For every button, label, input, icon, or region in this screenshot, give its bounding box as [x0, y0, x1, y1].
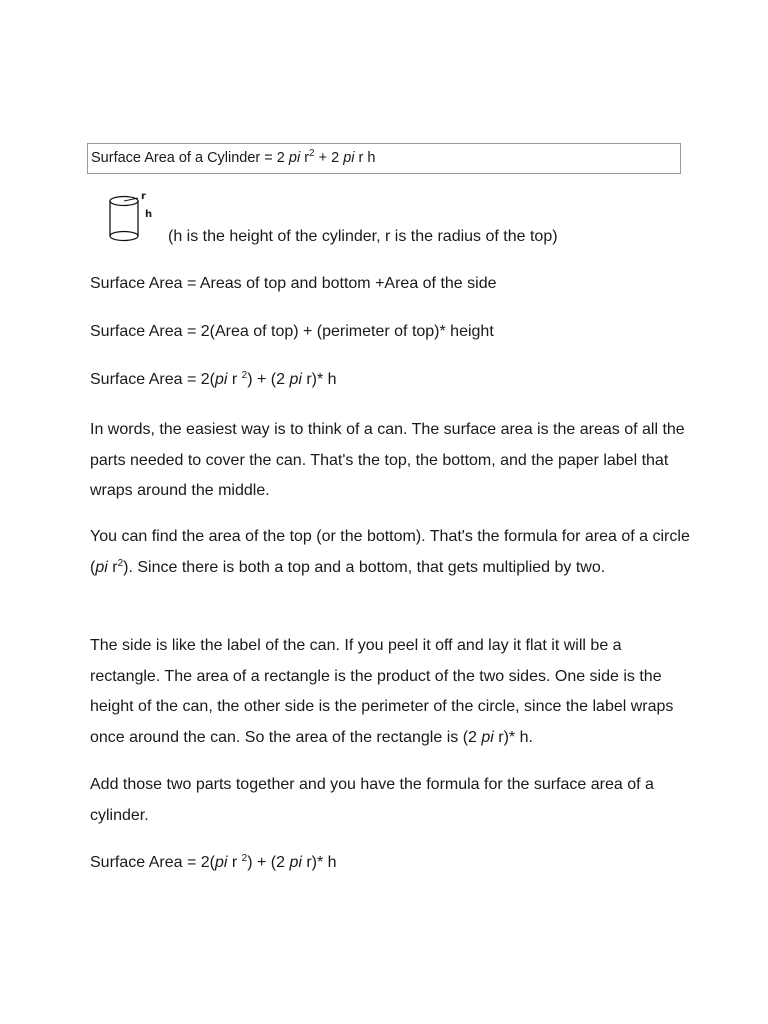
cylinder-figure	[104, 192, 164, 244]
surface-area-line-4	[90, 848, 690, 879]
para2-a: You can find the area of the top (or the bottom). That's the formula for area of a circle (	[90, 528, 690, 576]
line3-a: Surface Area = 2(	[90, 371, 215, 388]
line3-c: ) + (2	[247, 371, 290, 388]
paragraph-side-label	[90, 631, 690, 753]
paragraph-can-analogy: In words, the easiest way is to think of a can. The surface area is the areas of all the parts needed to cover the can. That's the top, the bottom, and the paper label that wraps around the middle.	[90, 421, 685, 499]
para2-pi: pi	[95, 558, 108, 576]
line3-pi-1: pi	[214, 371, 228, 388]
title-prefix: Surface Area of a Cylinder = 2	[91, 150, 289, 166]
line3-b: r	[227, 371, 242, 388]
figure-caption: (h is the height of the cylinder, r is the radius of the top)	[168, 228, 558, 245]
paragraph-add-parts: Add those two parts together and you have the formula for the surface area of a cylinder.	[90, 776, 654, 824]
title-pi-2: pi	[343, 150, 355, 166]
line4-pi-2: pi	[289, 854, 302, 871]
line4-a: Surface Area = 2(	[90, 854, 215, 871]
line3-exponent: 2	[241, 370, 248, 381]
formula-title-box	[87, 143, 681, 174]
title-exponent: 2	[309, 148, 315, 159]
surface-area-line-2: Surface Area = 2(Area of top) + (perimeter of top)* height	[90, 323, 494, 340]
line3-pi-2: pi	[289, 371, 302, 388]
line4-exponent: 2	[241, 853, 248, 864]
radius-label: r	[141, 191, 146, 202]
para2-b: r	[107, 558, 118, 576]
cylinder-icon	[104, 192, 146, 244]
line4-pi-1: pi	[214, 854, 228, 871]
title-mid: + 2	[314, 150, 344, 166]
surface-area-line-3	[90, 365, 690, 396]
line4-d: r)* h	[301, 854, 337, 871]
para2-c: ). Since there is both a top and a bottom, that gets multiplied by two.	[123, 558, 606, 576]
line3-d: r)* h	[301, 371, 337, 388]
para3-pi: pi	[481, 728, 494, 746]
para3-b: r)* h.	[493, 728, 533, 746]
para2-exponent: 2	[117, 557, 124, 569]
title-suffix: r h	[354, 150, 376, 166]
paragraph-top-bottom	[90, 522, 690, 583]
surface-area-line-1: Surface Area = Areas of top and bottom +Area of the side	[90, 275, 497, 292]
line4-c: ) + (2	[247, 854, 290, 871]
height-label: h	[145, 209, 153, 220]
title-r-1: r	[300, 150, 310, 166]
para3-a: The side is like the label of the can. If you peel it off and lay it flat it will be a rectangle. The area of a rectangle is the product of the two sides. One side is the height of the can, the other side is the perimeter of the circle, since the label wraps once around the can. So the area of the rectangle is (2	[90, 637, 674, 746]
title-pi-1: pi	[288, 150, 301, 166]
line4-b: r	[227, 854, 242, 871]
